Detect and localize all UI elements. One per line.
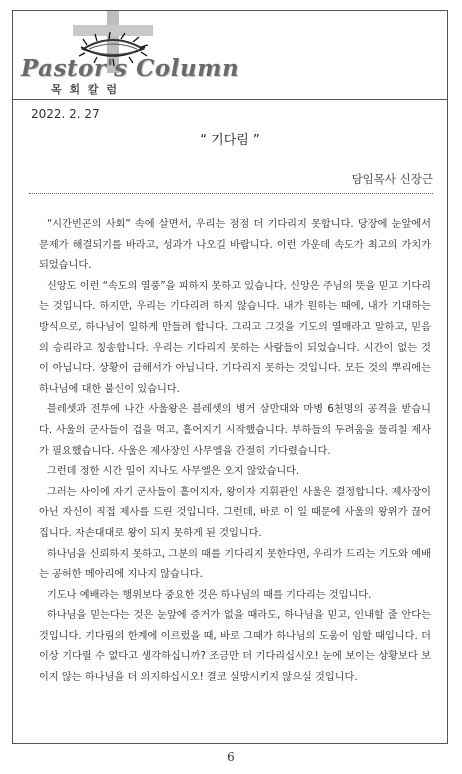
body-paragraph: “시간빈곤의 사회” 속에 살면서, 우리는 점점 더 기다리지 못합니다. 당장에 눈앞에서 문제가 해결되기를 바라고, 성과가 나오길 바랍니다. 이런 가운데 속도가 최고의 가치가 되었습니다. (39, 219, 431, 272)
body-paragraph: 블레셋과 전투에 나간 사울왕은 블레셋의 병거 삼만대와 마병 6천명의 공격을 받습니다. 사울의 군사들이 겁을 먹고, 흩어지기 시작했습니다. 부하들의 두려움을 물리칠 제사가 필요했습니다. 사울은 제사장인 사무엘을 간절히 기다렸습니다. (39, 404, 431, 457)
body-paragraph: 그런데 정한 시간 일이 지나도 사무엘은 오지 않았습니다. (47, 466, 300, 478)
body-paragraph: 신앙도 이런 “속도의 열풍”을 피하지 못하고 있습니다. 신앙은 주님의 뜻을 믿고 기다리는 것입니다. 하지만, 우리는 기다리려 하지 않습니다. 내가 원하는 때에, 내가 기대하는 방식으로, 하나님이 일하게 만들려 합니다. 그리고 그것을 기도의 열매라고 말하고, 믿음의 승리라고 칭송합니다. 우리는 기다리지 못하는 사람들이 되었습니다. 시간이 없는 것이 아닙니다. 상황이 급해서가 아닙니다. 기다리지 못하는 것입니다. 모든 것의 뿌리에는 하나님에 대한 불신이 있습니다. (39, 280, 432, 395)
masthead (13, 11, 447, 100)
body-paragraph: 그러는 사이에 자기 군사들이 흩어지자, 왕이자 지휘관인 사울은 결정합니다. 제사장이 아닌 자신이 직접 제사를 드린 것입니다. 그런데, 바로 이 일 때문에 사울의 왕위가 끊어집니다. 자손대대로 왕이 되지 못하게 된 것입니다. (39, 486, 431, 539)
column-body (39, 215, 431, 689)
body-paragraph: 하나님을 믿는다는 것은 눈앞에 증거가 없을 때라도, 하나님을 믿고, 인내할 줄 안다는 것입니다. 기다림의 한계에 이르렀을 때, 바로 그때가 하나님의 도움이 임할 때입니다. 더이상 기다릴 수 없다고 생각하십니까? 조금만 더 기다리십시오! 눈에 보이는 상황보다 보이지 않는 하나님을 더 의지하십시오! 결코 실망시키지 않으실 것입니다. (39, 610, 431, 684)
column-date: 2022. 2. 27 (31, 107, 100, 121)
body-paragraph: 기도나 예배라는 행위보다 중요한 것은 하나님의 때를 기다리는 것입니다. (47, 589, 372, 601)
column-title: “ 기다림 ” (200, 133, 260, 148)
column-frame (12, 10, 448, 744)
body-paragraph: 하나님을 신뢰하지 못하고, 그분의 때를 기다리지 못한다면, 우리가 드리는 기도와 예배는 공허한 메아리에 지나지 않습니다. (39, 548, 431, 581)
masthead-subtitle: 목 회 칼 럼 (51, 83, 119, 96)
page-number: 6 (227, 750, 235, 764)
masthead-title: Pastor's Column (21, 55, 240, 82)
dotted-divider (29, 193, 433, 194)
column-author: 담임목사 신장근 (351, 172, 433, 186)
